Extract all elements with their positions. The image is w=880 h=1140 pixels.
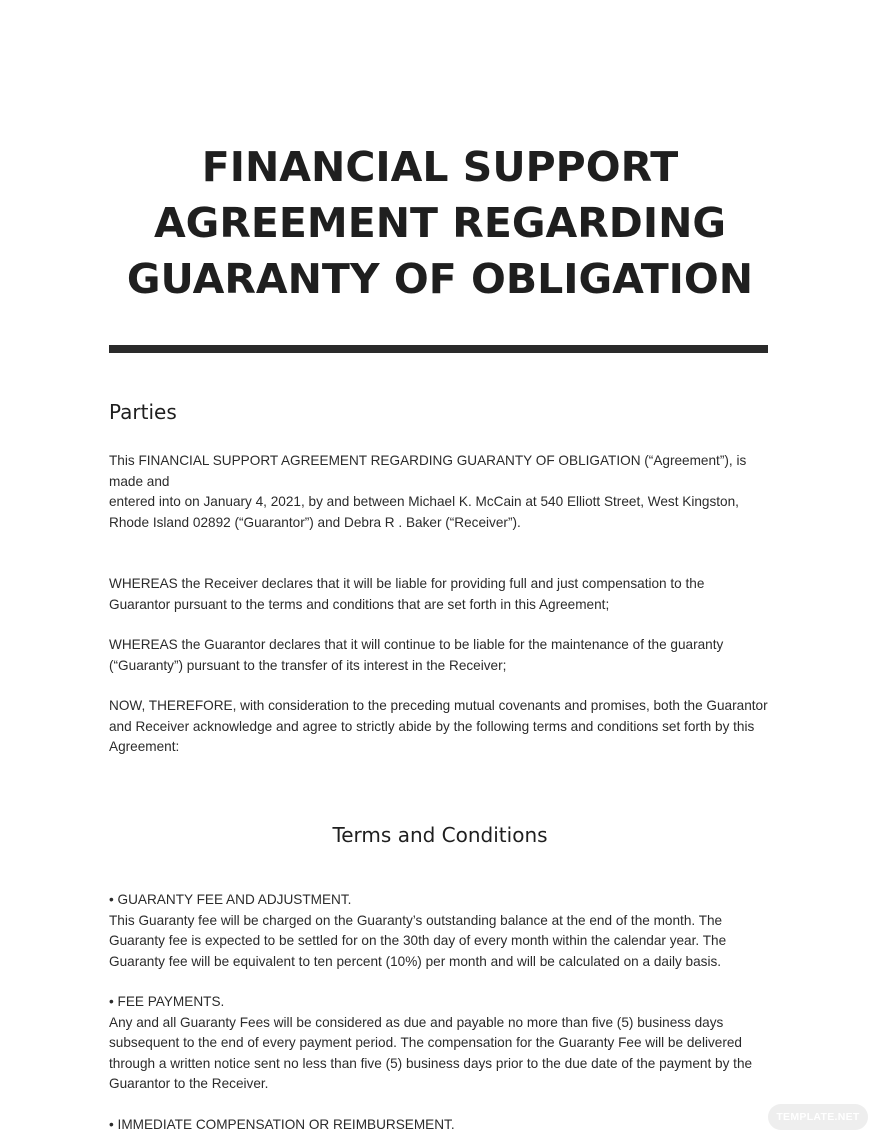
title-divider [109,345,768,353]
document-title: FINANCIAL SUPPORT AGREEMENT REGARDING GUARANTY OF OBLIGATION [126,143,754,303]
whereas-guarantor-paragraph: WHEREAS the Guarantor declares that it will continue to be liable for the maintenance of the guaranty (“Guaranty”) pursuant to the transfer of its interest in the Receiver; [109,637,724,673]
now-therefore-paragraph: NOW, THEREFORE, with consideration to the preceding mutual covenants and promises, both the Guarantor and Receiver acknowledge and agree to strictly abide by the following terms and conditions set forth by this Agreement: [109,698,768,754]
terms-heading: Terms and Conditions [332,823,548,847]
clause-fee-payments: • FEE PAYMENTS. Any and all Guaranty Fees will be considered as due and payable no more than five (5) business days subsequent to the end of every payment period. The compensation for the Guaranty Fee will be delivered through a written notice sent no less than five (5) business days prior to the due date of the payment by the Guarantor to the Receiver. [109,994,753,1091]
parties-heading: Parties [109,400,177,424]
clause-guaranty-fee-adjustment: • GUARANTY FEE AND ADJUSTMENT. This Guaranty fee will be charged on the Guaranty’s outstanding balance at the end of the month. The Guaranty fee is expected to be settled for on the 30th day of every month within the calendar year. The Guaranty fee will be equivalent to ten percent (10%) per month and will be calculated on a daily basis. [109,892,727,969]
whereas-receiver-paragraph: WHEREAS the Receiver declares that it will be liable for providing full and just compensation to the Guarantor pursuant to the terms and conditions that are set forth in this Agreement; [109,576,705,612]
template-watermark: TEMPLATE.NET [768,1104,868,1130]
clause-immediate-compensation: • IMMEDIATE COMPENSATION OR REIMBURSEMENT. [109,1117,455,1132]
parties-paragraph: This FINANCIAL SUPPORT AGREEMENT REGARDING GUARANTY OF OBLIGATION (“Agreement”), is made and entered into on January 4, 2021, by and between Michael K. McCain at 540 Elliott Street, West Kingston, Rhode Island 02892 (“Guarantor”) and Debra R . Baker (“Receiver”). [109,453,747,530]
